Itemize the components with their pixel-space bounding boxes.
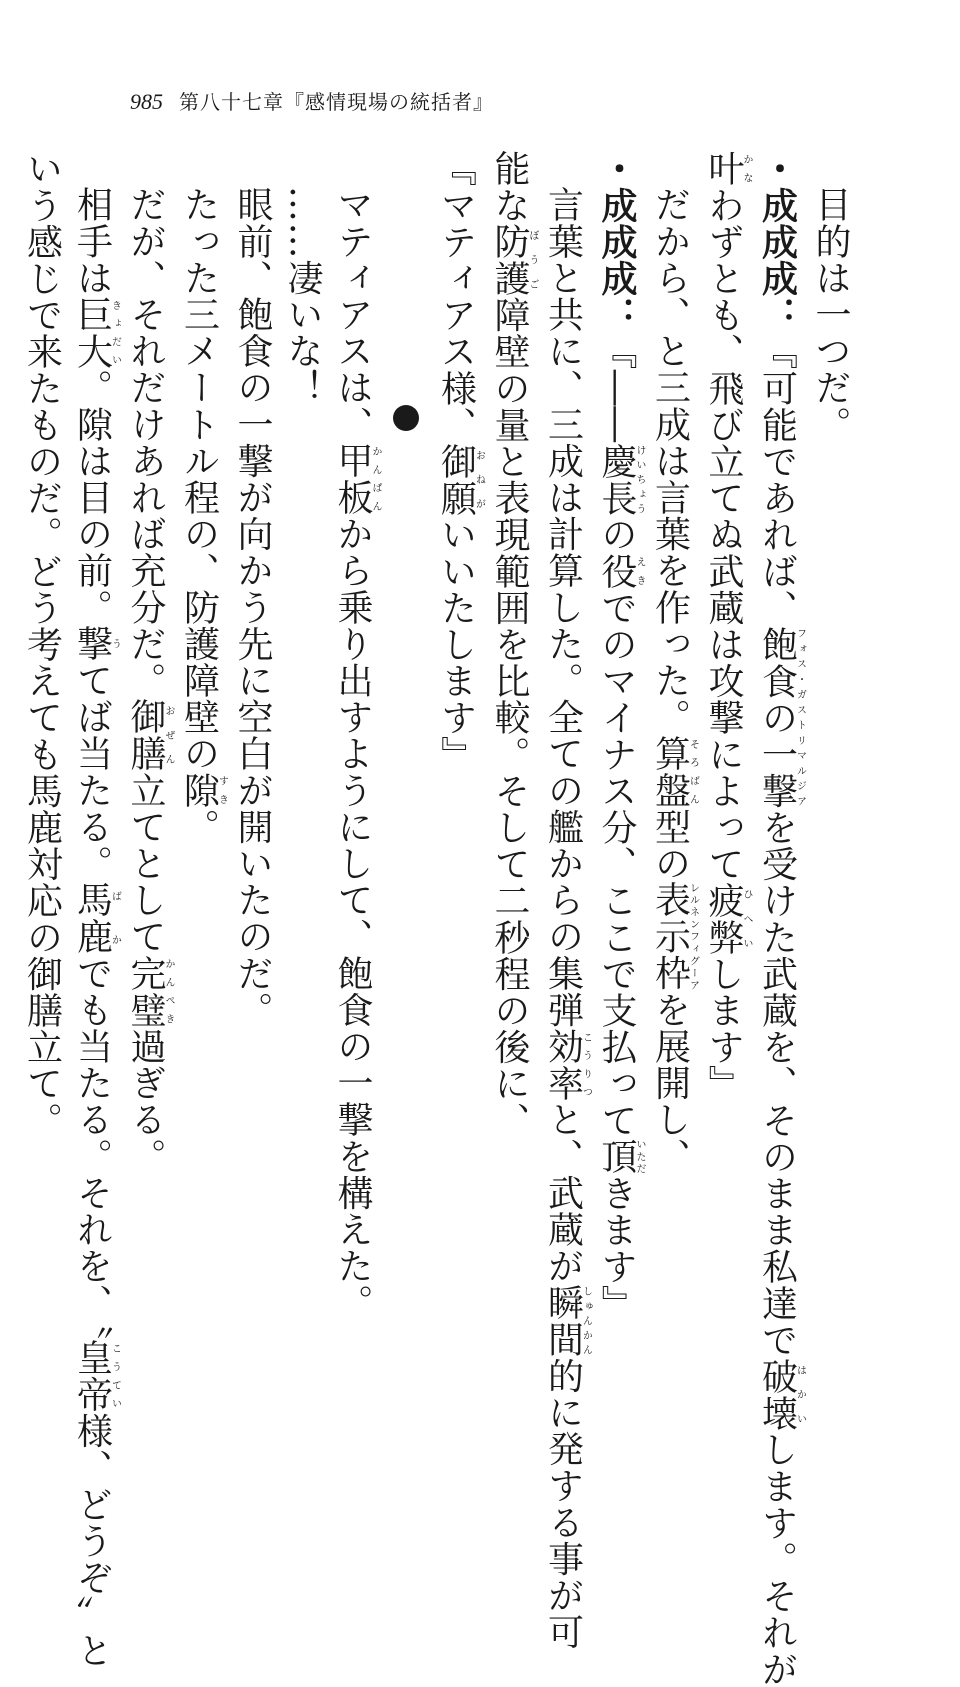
ruby-term: 甲板かんぱん xyxy=(332,442,381,516)
ruby-term: 撃う xyxy=(71,625,121,662)
ruby-term: 御膳おぜん xyxy=(125,698,174,772)
speaker-label: ・成成成： xyxy=(596,150,637,333)
dialogue-line: ・成成成：『可能であれば、飽食の一撃フォス・ガストリマルジアを受けた武蔵を、そのまま私達で破壊はかいします。それが xyxy=(756,150,806,1687)
text-line: 能な防護ぼうご障壁の量と表現範囲を比較。そして二秒程の後に、 xyxy=(489,150,538,1139)
running-header xyxy=(130,86,494,114)
dialogue-continuation: 叶かなわずとも、飛び立てぬ武蔵は攻撃によって疲弊ひへいします』 xyxy=(703,150,752,1102)
text-line: だから、と三成は言葉を作った。算盤そろばん型の表示枠レルネンフィグーアを展開し、 xyxy=(649,186,699,1175)
ruby-term: 完璧かんぺき xyxy=(125,954,174,1028)
page-number: 985 xyxy=(130,89,163,114)
text-line: たった三メートル程の、防護障壁の隙すき。 xyxy=(178,186,228,845)
ruby-term: 隙すき xyxy=(178,771,228,809)
dialogue-line: ・成成成：『――慶長けいちょうの役えきでのマイナス分、ここで支払って頂いただきます』 xyxy=(596,150,645,1322)
ruby-term: 破壊はかい xyxy=(756,1357,806,1432)
ruby-term: 頂いただ xyxy=(596,1138,645,1175)
ruby-term: 表示枠レルネンフィグーア xyxy=(649,881,699,992)
ruby-term: 飽食の一撃フォス・ガストリマルジア xyxy=(756,625,806,809)
ruby-term: 算盤そろばん xyxy=(649,735,699,809)
scene-break-dot-icon xyxy=(393,405,419,431)
ruby-term: 馬鹿ばか xyxy=(71,881,121,955)
dialogue-line: 『マティアス様、御願おねがいいたします』 xyxy=(435,150,485,773)
ruby-term: 役えき xyxy=(596,552,645,590)
text-line: ……凄いな！ xyxy=(282,186,323,406)
ruby-term: 巨大きょだい xyxy=(71,295,121,370)
text-line: マティアスは、甲板かんぱんから乗り出すようにして、飽食の一撃を構えた。 xyxy=(332,186,381,1321)
text-line: 目的は一つだ。 xyxy=(810,186,851,443)
text-line: 言葉と共に、三成は計算した。全ての艦からの集弾効率こうりつと、武蔵が瞬間しゅんかん的に発する事が可 xyxy=(542,186,592,1651)
text-line: 眼前、飽食の一撃が向かう先に空白が開いたのだ。 xyxy=(232,186,273,1028)
chapter-title: 第八十七章『感情現場の統括者』 xyxy=(179,90,494,114)
ruby-term: 防護ぼうご xyxy=(489,223,538,297)
speaker-label: ・成成成： xyxy=(756,150,798,333)
scene-break xyxy=(381,150,431,1320)
text-line: だが、それだけあれば充分だ。御膳おぜん立てとして完璧かんぺき過ぎる。 xyxy=(125,186,174,1175)
ruby-term: 御願おねが xyxy=(435,442,485,517)
ruby-term: 疲弊ひへい xyxy=(703,882,752,956)
ruby-term: 皇帝こうてい xyxy=(71,1339,121,1413)
vertical-body-text xyxy=(21,150,855,1687)
ruby-term: 瞬間しゅんかん xyxy=(542,1284,592,1358)
text-line: いう感じで来たものだ。どう考えても馬鹿対応の御膳立て。 xyxy=(21,150,63,1139)
text-line: 相手は巨大きょだい。隙は目の前。撃うてば当たる。馬鹿ばかでも当たる。それを、〝皇帝こうてい様、どうぞ〟と xyxy=(71,186,121,1669)
ruby-term: 慶長けいちょう xyxy=(596,442,645,517)
ruby-term: 効率こうりつ xyxy=(542,1027,592,1102)
ruby-term: 叶かな xyxy=(703,150,752,187)
